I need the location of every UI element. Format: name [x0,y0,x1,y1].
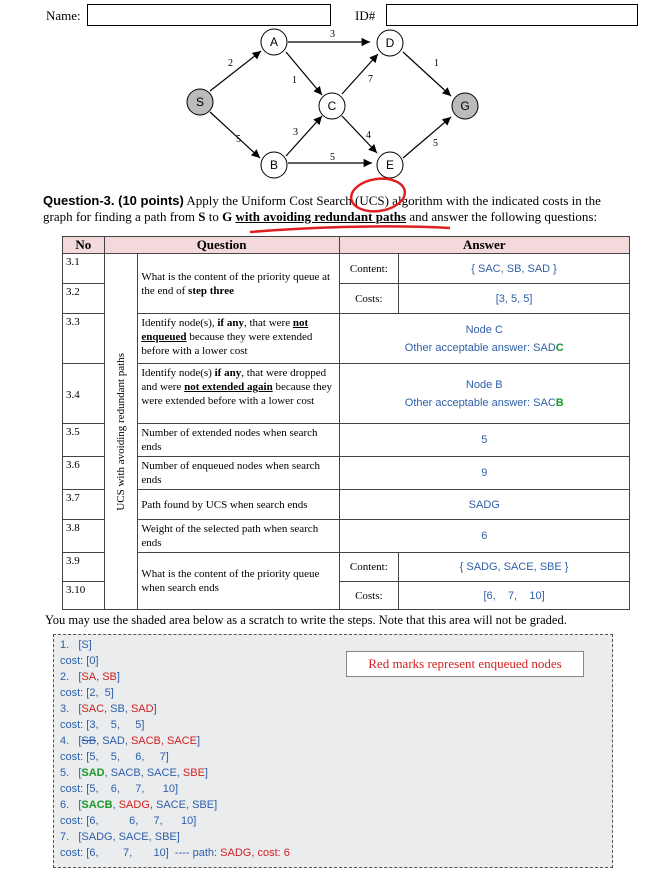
scratch-line: 4. [SB, SAD, SACB, SACE] [60,735,201,747]
scratch-line: cost: [3, 5, 5] [60,719,145,731]
col-no: No [63,237,105,254]
edge-cost: 1 [434,58,439,69]
answer-cell: [6, 7, 10] [399,582,630,610]
question-to: to [205,209,223,224]
scratch-line: 6. [SACB, SADG, SACE, SBE] [60,799,218,811]
side-label: UCS with avoiding redundant paths [115,352,127,511]
scratch-line: 2. [SA, SB] [60,671,120,683]
edge-cost: 5 [433,138,438,149]
row-no: 3.10 [63,582,105,610]
scratch-line: cost: [6, 6, 7, 10] [60,815,197,827]
scratch-line: 1. [S] [60,639,92,651]
answer-cell: [3, 5, 5] [399,284,630,314]
svg-text:B: B [269,158,279,172]
costs-label: Costs: [339,582,399,610]
edge-cost: 4 [366,130,371,141]
question-cell: Identify node(s), if any, that were not enqueued because they were extended before with a lower cost [138,314,339,364]
row-no: 3.8 [63,520,105,553]
scratch-line: cost: [6, 7, 10] ---- path: SADG, cost: 6 [60,847,290,859]
scratch-line: 7. [SADG, SACE, SBE] [60,831,180,843]
edge-cost: 5 [330,152,335,163]
row-no: 3.2 [63,284,105,314]
scratch-line: cost: [2, 5] [60,687,114,699]
svg-text:D: D [385,36,395,50]
question-cell: Weight of the selected path when search ends [138,520,339,553]
row-no: 3.7 [63,490,105,520]
question-text-end: and answer the following questions: [406,209,598,224]
row-no: 3.9 [63,553,105,582]
edge-cost: 3 [330,29,335,40]
question-cell: Number of enqueued nodes when search ends [138,457,339,490]
svg-text:A: A [269,35,279,49]
answer-cell: 9 [339,457,629,490]
avoid-redundant: with avoiding redundant paths [235,209,407,224]
row-no: 3.4 [63,364,105,424]
col-question: Question [104,237,339,254]
question-cell: What is the content of the priority queue when search ends [138,553,339,610]
scratch-line: 5. [SAD, SACB, SACE, SBE] [60,767,208,779]
answer-cell: Node C Other acceptable answer: SADC [339,314,629,364]
answer-cell: Node B Other acceptable answer: SACB [339,364,629,424]
answer-cell: 5 [339,424,629,457]
answer-cell: 6 [339,520,629,553]
svg-text:C: C [327,99,337,113]
costs-label: Costs: [339,284,399,314]
answer-cell: { SAC, SB, SAD } [399,254,630,284]
row-no: 3.3 [63,314,105,364]
svg-text:E: E [385,158,395,172]
question-title: Question-3. (10 points) [43,193,184,208]
edge-cost: 7 [368,74,373,85]
name-label: Name: [46,8,81,23]
question-cell: What is the content of the priority queue at the end of step three [138,254,339,314]
col-answer: Answer [339,237,629,254]
side-label-cell [104,254,138,610]
svg-text:G: G [460,99,470,113]
scratch-line: 3. [SAC, SB, SAD] [60,703,157,715]
content-label: Content: [339,254,399,284]
question-table [62,236,630,610]
answer-cell: SADG [339,490,629,520]
question-cell: Number of extended nodes when search ends [138,424,339,457]
edge-cost: 2 [228,58,233,69]
scratch-area [53,634,613,868]
row-no: 3.1 [63,254,105,284]
legend-box: Red marks represent enqueued nodes [346,651,584,677]
content-label: Content: [339,553,399,582]
svg-text:S: S [195,95,205,109]
scratch-line: cost: [0] [60,655,99,667]
edge-cost: 1 [292,75,297,86]
start-node: S [198,209,206,224]
id-label: ID# [355,8,376,23]
row-no: 3.5 [63,424,105,457]
question-cell: Identify node(s) if any, that were dropped and were not extended again because they were extended before with a lower cost [138,364,339,424]
scratch-line: cost: [5, 5, 6, 7] [60,751,169,763]
edge-cost: 3 [293,127,298,138]
goal-node: G [222,209,233,224]
answer-cell: { SADG, SACE, SBE } [399,553,630,582]
question-text: Apply the Uniform Cost Search (UCS) algorithm with the indicated costs in the graph for finding a path from [43,193,601,224]
red-annotation [0,0,662,240]
row-no: 3.6 [63,457,105,490]
edge-cost: 5 [236,134,241,145]
scratch-note: You may use the shaded area below as a scratch to write the steps. Note that this area will not be graded. [45,613,567,627]
question-cell: Path found by UCS when search ends [138,490,339,520]
scratch-line: cost: [5, 6, 7, 10] [60,783,178,795]
